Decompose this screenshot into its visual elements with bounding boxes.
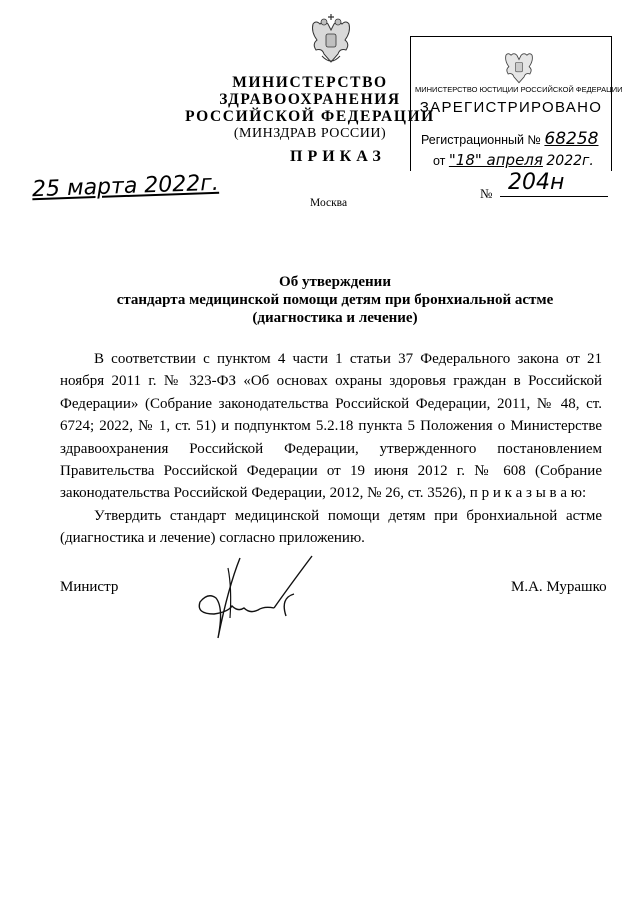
- order-number-label: №: [480, 186, 493, 201]
- body-paragraph-2: Утвердить стандарт медицинской помощи детям при бронхиальной астме (диагностика и лечение) согласно приложению.: [60, 507, 602, 547]
- coat-of-arms-icon: [308, 10, 354, 68]
- stamp-organization: МИНИСТЕРСТВО ЮСТИЦИИ РОССИЙСКОЙ ФЕДЕРАЦИИ: [415, 85, 623, 94]
- stamp-date-value: "18" апреля: [448, 151, 543, 169]
- title-line3: (диагностика и лечение): [252, 310, 418, 326]
- stamp-date-prefix: от: [433, 154, 446, 168]
- stamp-title: ЗАРЕГИСТРИРОВАНО: [419, 99, 603, 116]
- stamp-reg-number: 68258: [544, 129, 599, 149]
- signer-role: Министр: [60, 579, 119, 595]
- stamp-reg-label: Регистрационный №: [421, 133, 541, 147]
- stamp-date: [433, 151, 594, 169]
- document-body: [60, 348, 602, 550]
- order-number-line: [500, 196, 608, 197]
- document-title: [60, 273, 610, 327]
- handwritten-signature: [188, 548, 338, 648]
- ministry-name-line1: МИНИСТЕРСТВО ЗДРАВООХРАНЕНИЯ: [219, 74, 401, 108]
- registration-stamp: [410, 36, 623, 171]
- signer-name: М.А. Мурашко: [511, 579, 607, 595]
- ministry-short-name: (МИНЗДРАВ РОССИИ): [233, 126, 387, 141]
- title-line1: Об утверждении: [279, 274, 391, 290]
- order-date: 25 марта 2022г.: [31, 170, 220, 203]
- order-number: 204н: [508, 170, 565, 195]
- stamp-date-year: 2022г.: [546, 153, 594, 169]
- order-type: ПРИКАЗ: [290, 148, 386, 165]
- order-city: Москва: [310, 197, 348, 209]
- stamp-registration: [421, 129, 599, 149]
- stamp-emblem-icon: [501, 45, 537, 87]
- body-paragraph-1: В соответствии с пунктом 4 части 1 статьи 37 Федерального закона от 21 ноября 2011 г. № 323-ФЗ «Об основах охраны здоровья граждан в Российской Федерации» (Собрание законодательства Российской Федерации, 2011, № 48, ст. 6724; 2022, № 1, ст. 51) и подпунктом 5.2.18 пункта 5 Положения о Министерстве здравоохранения Российской Федерации, утвержденного постановлением Правительства Российской Федерации от 19 июня 2012 г. № 608 (Собрание законодательства Российской Федерации, 2012, № 26, ст. 3526), п р и к а з ы в а ю:: [60, 351, 602, 502]
- ministry-name-line2: РОССИЙСКОЙ ФЕДЕРАЦИИ: [185, 108, 435, 125]
- title-line2: стандарта медицинской помощи детям при бронхиальной астме: [116, 292, 554, 308]
